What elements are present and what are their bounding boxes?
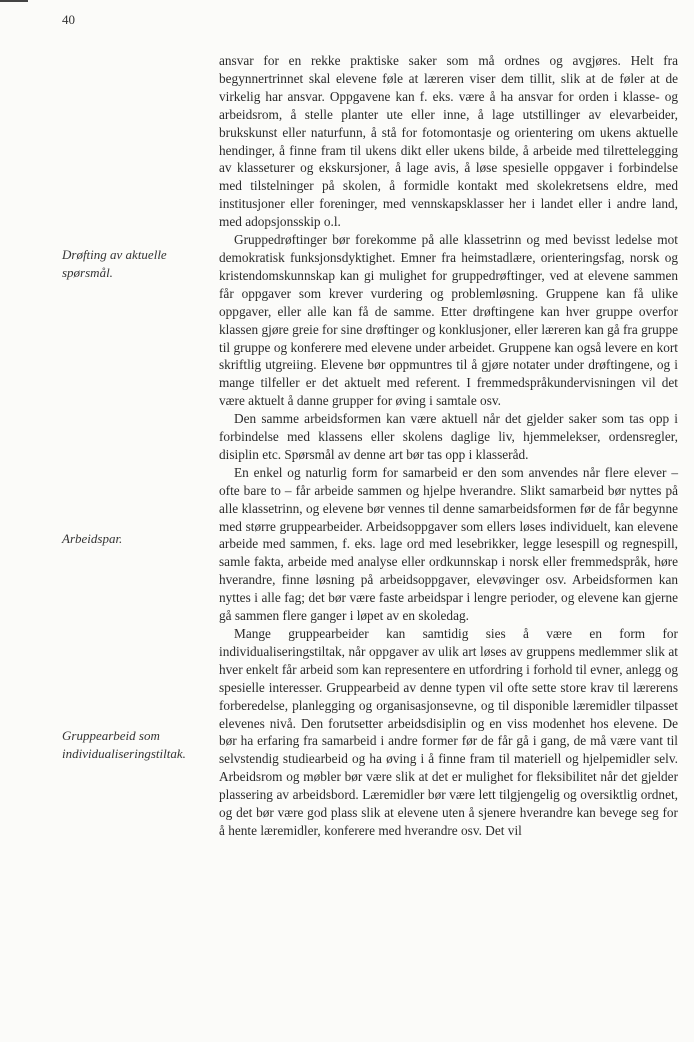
paragraph-arbeidspar: En enkel og naturlig form for samarbeid er den som anvendes når flere elever – ofte bare to – får arbeide sammen og hjelpe hverandre. Slikt samarbeid bør nyttes på alle klassetrinn, og elevene bør vennes til denne samarbeidsformen før de får begynne med større gruppearbeider. Arbeidsoppgaver som ellers løses individuelt, kan elevene arbeide med sammen, f. eks. lage ord med lesebrikker, legge lesespill og regnespill, samle fakta, arbeide med analyse eller ordkunnskap i norsk eller fremmedspråk, høre hverandre, finne løsning på arbeidsoppgaver, elevøvinger osv. Arbeidsformen kan nyttes i alle fag; det bør være faste arbeidspar i lengre perioder, og elevene kan gjerne gå sammen flere ganger i løpet av en skoledag. xyxy=(219,464,678,624)
paragraph-individualisering: Mange gruppearbeider kan samtidig sies å være en form for individualiseringstiltak, når oppgaver av ulik art løses av gruppens medlemmer slik at hver enkelt får arbeid som kan representere en utfordring i forhold til evner, anlegg og spesielle interesser. Gruppearbeid av denne typen vil ofte sette store krav til lærerens forberedelse, planlegging og organisasjonsevne, og til disponible læremidler tilpasset elevenes nivå. Den forutsetter arbeidsdisiplin og en viss modenhet hos elevene. De bør ha erfaring fra samarbeid i andre former før de får gå i gang, de må være vant til selvstendig studiearbeid og ha øving i å finne fram til materiell og hjelpemidler selv. Arbeidsrom og møbler bør være slik at det er mulighet for fleksibilitet når det gjelder plassering av arbeidsbord. Læremidler bør være lett tilgjengelig og oversiktlig ordnet, og det bør være god plass slik at elevene uten å sjenere hverandre kan bevege seg for å hente læremidler, konferere med hverandre osv. Det vil xyxy=(219,626,678,838)
paragraph-arbeidsformen: Den samme arbeidsformen kan være aktuell når det gjelder saker som tas opp i forbindelse med klassens eller skolens daglige liv, hjemmelekser, ordensregler, disiplin etc. Spørsmål av denne art bør tas opp i klasseråd. xyxy=(219,411,678,462)
margin-note-drofting: Drøfting av aktuelle spørsmål. xyxy=(62,247,167,280)
paragraph-gruppedroftinger: Gruppedrøftinger bør forekomme på alle klassetrinn og med bevisst ledelse mot demokratisk funksjonsdyktighet. Emner fra heimstadlære, orienteringsfag, norsk og kristendomskunnskap kan gi mulighet for gruppedrøftinger, ved at elevene sammen får oppgaver som krever vurdering og problemløsning. Gruppene kan få ulike oppgaver, eller alle kan få de samme. Etter drøftingene kan hver gruppe overfor klassen gjøre greie for sine drøftinger og konklusjoner, eller læreren kan gå fra gruppe til gruppe og konferere med elevene under arbeidet. Gruppene kan også levere en kort skriftlig utgreiing. Elevene bør oppmuntres til å gjøre notater under drøftingene, og i mange tilfeller er det aktuelt med referent. I fremmedspråkundervisningen vil det være aktuelt å danne grupper for øving i samtale osv. xyxy=(219,232,678,409)
page-number: 40 xyxy=(62,12,75,27)
margin-note-arbeidspar: Arbeidspar. xyxy=(62,531,123,546)
paragraph-continuation: ansvar for en rekke praktiske saker som må ordnes og avgjøres. Helt fra begynnertrinnet skal elevene føle at læreren viser dem tillit, slik at de føler at de virkelig har ansvar. Oppgavene kan f. eks. være å ha ansvar for orden i klasse- og arbeidsrom, å stelle planter ute eller inne, å lage utstillinger av elevarbeider, brukskunst eller naturfunn, å stå for fotomontasje og orientering om ukens aktuelle hendinger, å finne fram til ukens dikt eller ukens bilde, å arbeide med tilrettelegging av klasseturer og ekskursjoner, å lage avis, å løse spesielle oppgaver i forbindelse med tilstelninger på skolen, å formidle kontakt med skolekretsens eldre, med institusjoner eller foreninger, med vennskapsklasser her i landet eller i andre land, med adopsjonsskip o.l. xyxy=(219,53,678,230)
main-text-column xyxy=(219,52,678,840)
margin-note-gruppearbeid: Gruppearbeid som individualiseringstiltak. xyxy=(62,728,186,761)
top-rule xyxy=(0,0,28,2)
